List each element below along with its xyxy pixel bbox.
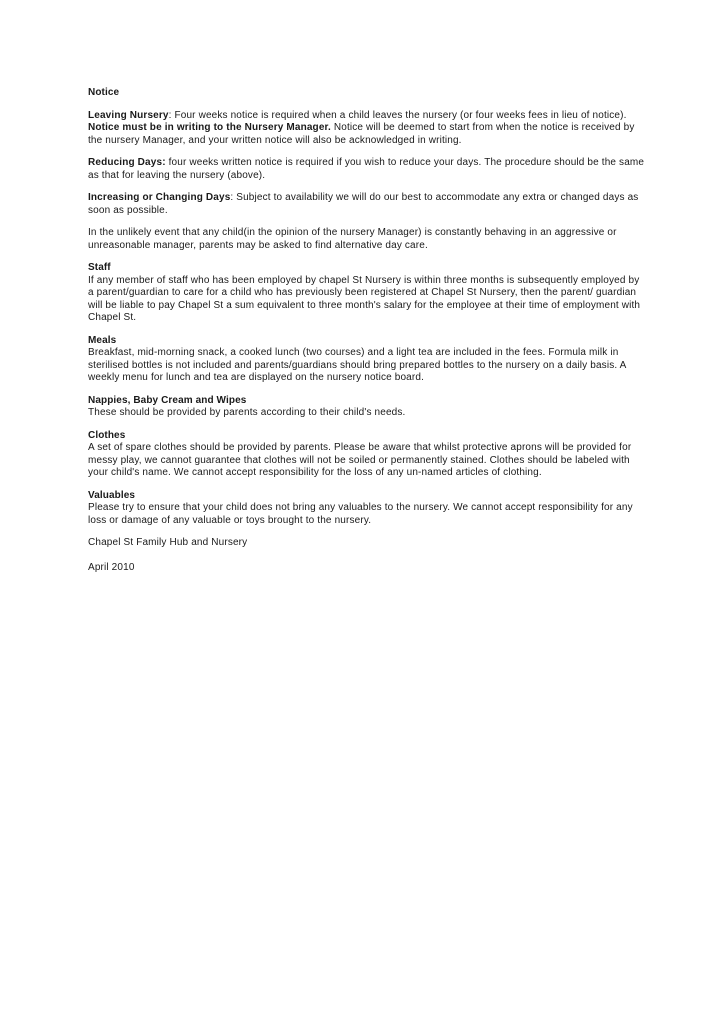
valuables-title: Valuables (88, 489, 136, 501)
leaving-nursery-text-1: : Four weeks notice is required when a child leaves the nursery (or four weeks fees in lieu of notice). (168, 109, 627, 121)
meals-title: Meals (88, 334, 117, 346)
increasing-days-text: : Subject to availability we will do our best to accommodate any extra or changed days as soon as possible. (88, 192, 639, 216)
nappies-title: Nappies, Baby Cream and Wipes (88, 394, 247, 406)
staff-section (88, 262, 648, 325)
staff-body: If any member of staff who has been employed by chapel St Nursery is within three months is subsequently employed by a parent/guardian to care for a child who has previously been registered at Chapel St Nursery, then the parent/ guardian will be liable to pay Chapel St a sum equivalent to three month's salary for the employee at their time of employment with Chapel St. (88, 274, 641, 323)
reducing-days-paragraph (88, 157, 648, 182)
increasing-days-label: Increasing or Changing Days (88, 192, 231, 203)
leaving-nursery-label: Leaving Nursery (88, 109, 169, 121)
reducing-days-label: Reducing Days: (88, 157, 166, 168)
document-date: April 2010 (88, 561, 135, 573)
valuables-section (88, 490, 648, 528)
leaving-nursery-bold-text: Notice must be in writing to the Nursery Manager. (88, 122, 331, 133)
valuables-body: Please try to ensure that your child does not bring any valuables to the nursery. We cannot accept responsibility for any loss or damage of any valuable or toys brought to the nursery. (88, 502, 633, 526)
clothes-section (88, 430, 648, 480)
meals-body: Breakfast, mid-morning snack, a cooked lunch (two courses) and a light tea are included in the fees. Formula milk in sterilised bottles is not included and parents/guardians should bring prepared bottles to the nursery on a daily basis. A weekly menu for lunch and tea are displayed on the nursery notice board. (88, 347, 626, 383)
nappies-section (88, 395, 648, 420)
increasing-days-paragraph (88, 192, 648, 217)
clothes-body: A set of spare clothes should be provided by parents. Please be aware that whilst protective aprons will be provided for messy play, we cannot guarantee that clothes will not be soiled or permanently stained. Clothes should be labeled with your child's name. We cannot accept responsibility for the loss of any un-named articles of clothing. (88, 442, 632, 478)
meals-section (88, 335, 648, 385)
leaving-nursery-paragraph (88, 110, 648, 148)
reducing-days-text: four weeks written notice is required if you wish to reduce your days. The procedure should be the same as that for leaving the nursery (above). (88, 157, 645, 181)
leaving-nursery-text-2: Notice will be deemed to start from when the notice is received by the nursery Manager, and your written notice will also be acknowledged in writing. (88, 122, 635, 146)
clothes-title: Clothes (88, 429, 126, 441)
staff-title: Staff (88, 262, 111, 273)
behaviour-paragraph: In the unlikely event that any child(in the opinion of the nursery Manager) is constantly behaving in an aggressive or unreasonable manager, parents may be asked to find alternative day care. (88, 227, 617, 251)
organisation-name: Chapel St Family Hub and Nursery (88, 537, 248, 548)
nappies-body: These should be provided by parents according to their child's needs. (88, 407, 406, 418)
notice-heading: Notice (88, 87, 120, 98)
